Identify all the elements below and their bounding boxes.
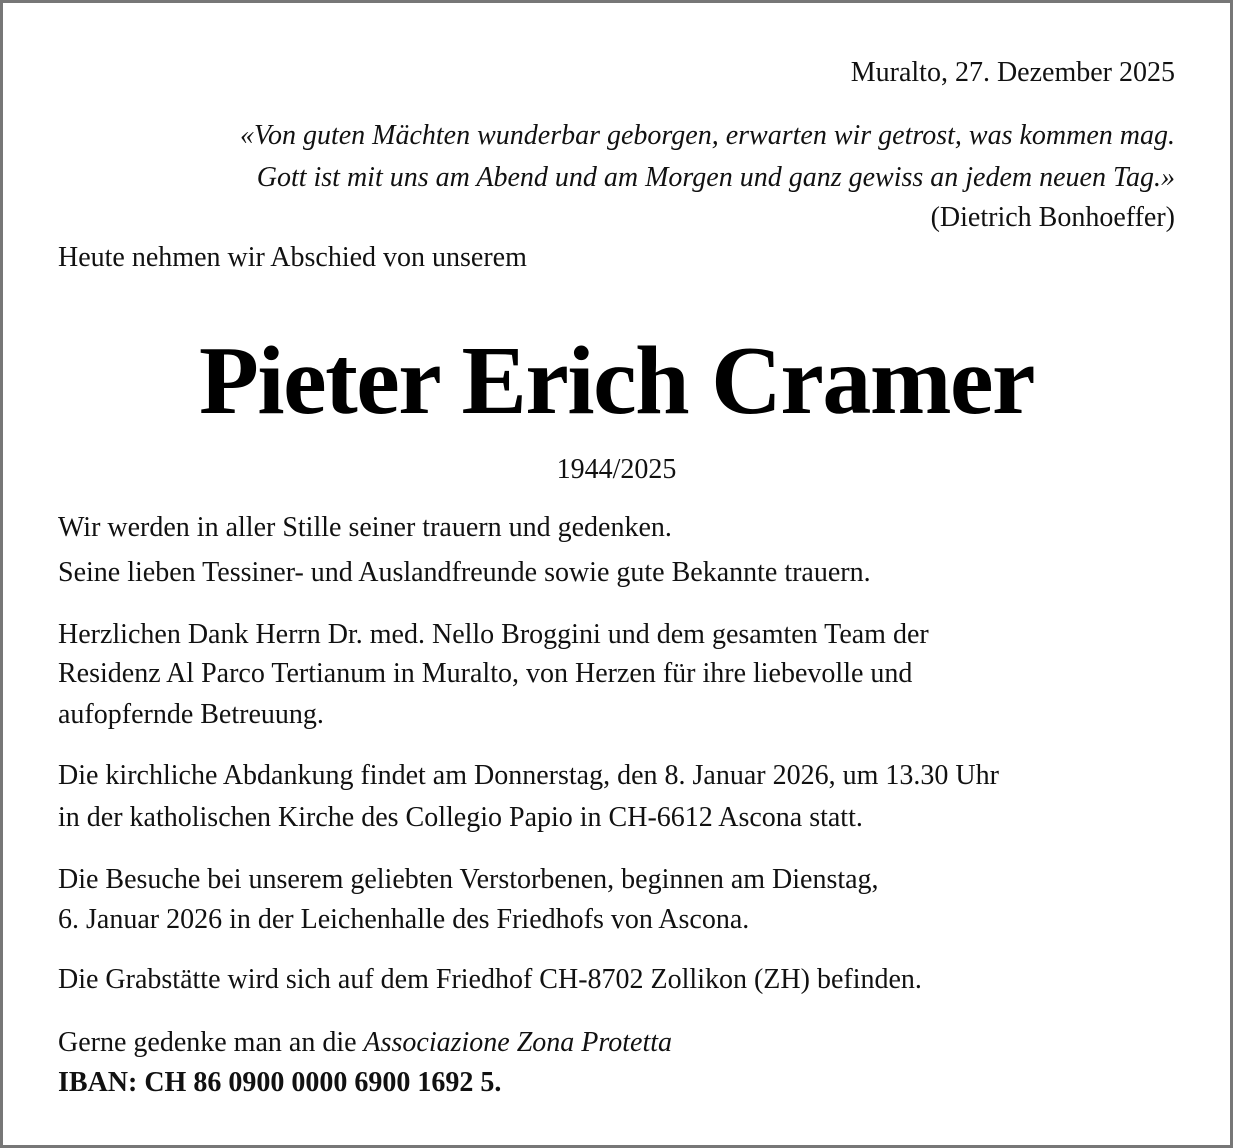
donation-prefix: Gerne gedenke man an die xyxy=(58,1027,364,1058)
donation-iban: IBAN: CH 86 0900 0000 6900 1692 5. xyxy=(58,1067,502,1098)
paragraph-line: Die Besuche bei unserem geliebten Verstorbenen, beginnen am Dienstag, xyxy=(58,864,879,895)
paragraph-line: in der katholischen Kirche des Collegio Papio in CH-6612 Ascona statt. xyxy=(58,802,863,833)
intro-text: Heute nehmen wir Abschied von unserem xyxy=(58,242,527,273)
paragraph-line: Herzlichen Dank Herrn Dr. med. Nello Broggini und dem gesamten Team der xyxy=(58,619,929,650)
paragraph-line: Wir werden in aller Stille seiner trauern und gedenken. xyxy=(58,512,672,543)
paragraph-line: Seine lieben Tessiner- und Auslandfreunde sowie gute Bekannte trauern. xyxy=(58,557,871,588)
paragraph-line: aufopfernde Betreuung. xyxy=(58,699,324,730)
paragraph-line: Residenz Al Parco Tertianum in Muralto, von Herzen für ihre liebevolle und xyxy=(58,658,913,689)
quote-line-1: «Von guten Mächten wunderbar geborgen, erwarten wir getrost, was kommen mag. xyxy=(239,120,1175,151)
quote-author: (Dietrich Bonhoeffer) xyxy=(930,202,1175,233)
life-years: 1944/2025 xyxy=(556,454,677,485)
donation-line xyxy=(58,1022,1175,1064)
deceased-name: Pieter Erich Cramer xyxy=(199,327,1034,435)
paragraph-line: 6. Januar 2026 in der Leichenhalle des Friedhofs von Ascona. xyxy=(58,904,750,935)
paragraph-line: Die kirchliche Abdankung findet am Donnerstag, den 8. Januar 2026, um 13.30 Uhr xyxy=(58,760,999,791)
quote-line-2: Gott ist mit uns am Abend und am Morgen und ganz gewiss an jedem neuen Tag.» xyxy=(256,162,1175,193)
donation-organization: Associazione Zona Protetta xyxy=(363,1027,673,1058)
paragraph-line: Die Grabstätte wird sich auf dem Friedhof CH-8702 Zollikon (ZH) befinden. xyxy=(58,964,922,995)
place-date: Muralto, 27. Dezember 2025 xyxy=(850,57,1175,88)
